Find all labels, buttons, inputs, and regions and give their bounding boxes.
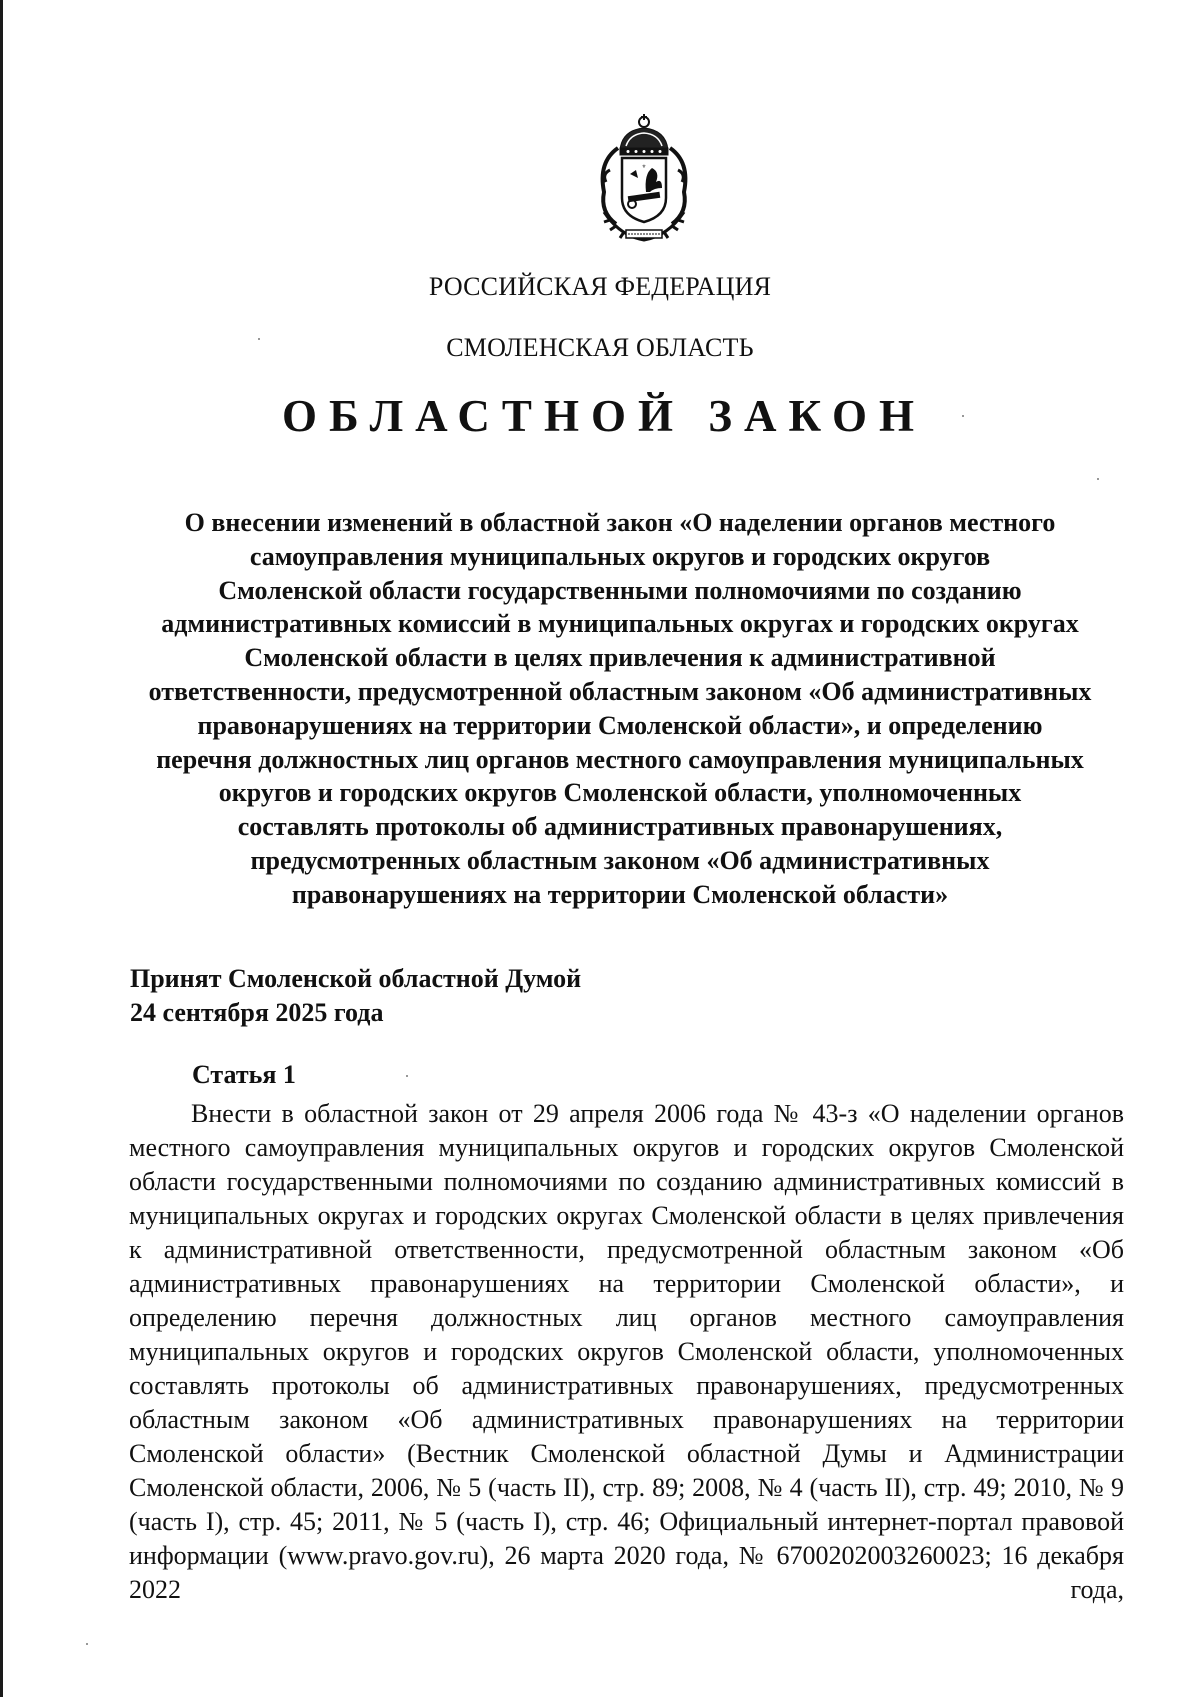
scan-speck (86, 1643, 88, 1645)
scan-speck (1097, 478, 1099, 480)
subject-line: Смоленской области в целях привлечения к административной (244, 643, 996, 673)
coat-of-arms-emblem (590, 112, 698, 247)
region-heading: СМОЛЕНСКАЯ ОБЛАСТЬ (446, 333, 754, 362)
subject-line: административных комиссий в муниципальных округах и городских округах (161, 609, 1079, 639)
scan-speck (962, 415, 964, 417)
scan-edge (0, 0, 3, 1697)
article-body-text: Внести в областной закон от 29 апреля 2006 года № 43-з «О наделении органов местного самоуправления муниципальных округов и городских округов Смоленской области государственными полномочиями по созданию административных комиссий в муниципальных округах и городских округах Смоленской области в целях привлечения к административной ответственности, предусмотренной областным законом «Об административных правонарушениях на территории Смоленской области», и определению перечня должностных лиц органов местного самоуправления муниципальных округов и городских округов Смоленской области, уполномоченных составлять протоколы об административных правонарушениях, предусмотренных областным законом «Об административных правонарушениях на территории Смоленской области» (Вестник Смоленской областной Думы и Администрации Смоленской области, 2006, № 5 (часть II), стр. 89; 2008, № 4 (часть II), стр. 49; 2010, № 9 (часть I), стр. 45; 2011, № 5 (часть I), стр. 46; Официальный интернет-портал правовой информации (www.pravo.gov.ru), 26 марта 2020 года, № 6700202003260023; 16 декабря 2022 года, (129, 1099, 1124, 1604)
subject-line: округов и городских округов Смоленской области, уполномоченных (218, 778, 1022, 808)
subject-line: ответственности, предусмотренной областным законом «Об административных (148, 676, 1092, 706)
scan-speck (406, 1075, 408, 1077)
adoption-line: Принят Смоленской областной Думой (130, 964, 582, 993)
scan-speck (258, 338, 260, 340)
subject-line: самоуправления муниципальных округов и городских округов (249, 541, 991, 571)
country-heading: РОССИЙСКАЯ ФЕДЕРАЦИЯ (428, 272, 772, 301)
document-type-title: ОБЛАСТНОЙ ЗАКОН (282, 391, 926, 441)
subject-line: составлять протоколы об административных правонарушениях, (237, 812, 1003, 842)
subject-line: Смоленской области государственными полномочиями по созданию (218, 575, 1022, 605)
adoption-block (130, 962, 830, 1030)
law-subject-title (125, 506, 1115, 912)
crown-icon (620, 114, 668, 155)
adoption-date: 24 сентября 2025 года (130, 998, 384, 1027)
subject-line: предусмотренных областным законом «Об административных (250, 845, 990, 875)
article-heading: Статья 1 (192, 1060, 296, 1089)
subject-line: О внесении изменений в областной закон «О наделении органов местного (184, 508, 1056, 537)
subject-line: перечня должностных лиц органов местного самоуправления муниципальных (156, 744, 1084, 774)
svg-text:⚜: ⚜ (641, 164, 647, 170)
subject-line: правонарушениях на территории Смоленской области» (291, 879, 949, 909)
subject-line: правонарушениях на территории Смоленской области», и определению (197, 710, 1043, 740)
